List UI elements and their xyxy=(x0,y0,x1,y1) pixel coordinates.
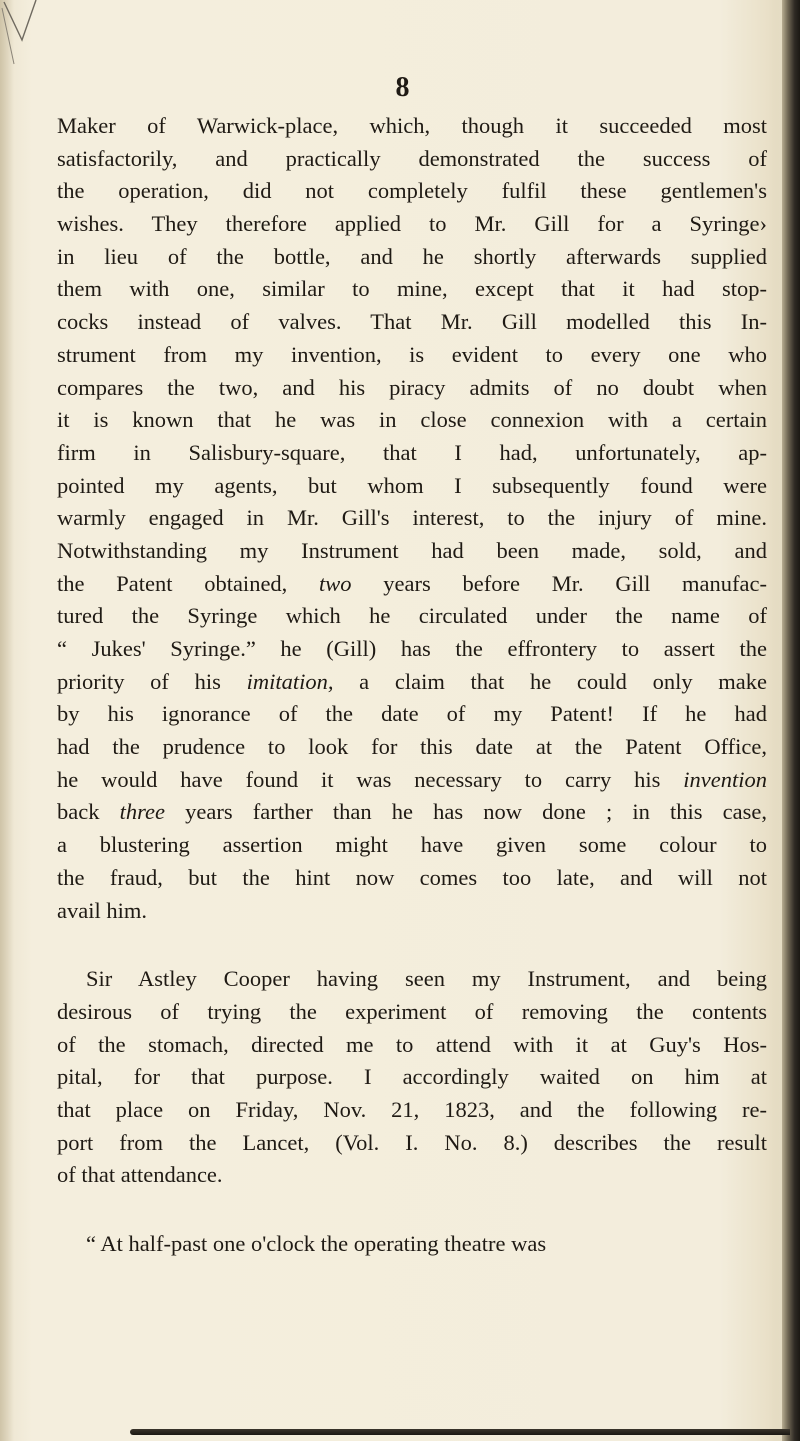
line-text: of that attendance. xyxy=(57,1162,223,1188)
line-text: Sir Astley Cooper having seen my Instrument, and being xyxy=(86,966,767,992)
text-line xyxy=(57,829,767,862)
text-line xyxy=(57,698,767,731)
left-margin-shadow xyxy=(0,0,14,1441)
line-text: pital, for that purpose. I accordingly waited on him at xyxy=(57,1064,767,1090)
text-line xyxy=(57,895,767,928)
line-text: of the stomach, directed me to attend with it at Guy's Hos- xyxy=(57,1031,767,1057)
line-text: a claim that he could only make xyxy=(333,668,767,694)
text-line xyxy=(57,1127,767,1160)
body-text xyxy=(57,110,767,1261)
line-text: avail him. xyxy=(57,897,147,923)
line-text: he would have found it was necessary to carry his xyxy=(57,766,684,792)
italic-emphasis: invention xyxy=(683,766,767,792)
text-line xyxy=(57,241,767,274)
line-text: the Patent obtained, xyxy=(57,570,320,596)
line-text: warmly engaged in Mr. Gill's interest, to the injury of mine. xyxy=(57,505,767,531)
book-spine-edge xyxy=(782,0,800,1441)
text-line xyxy=(57,339,767,372)
pencil-mark xyxy=(0,0,40,70)
text-line xyxy=(57,208,767,241)
line-text: compares the two, and his piracy admits of no doubt when xyxy=(57,374,767,400)
text-line xyxy=(57,1228,767,1261)
paragraph xyxy=(57,1228,767,1261)
italic-emphasis: imitation, xyxy=(246,668,334,694)
paragraph xyxy=(57,110,767,927)
text-line xyxy=(57,437,767,470)
text-line xyxy=(57,175,767,208)
line-text: “ At half-past one o'clock the operating theatre was xyxy=(86,1231,547,1256)
text-line xyxy=(57,502,767,535)
line-text: Maker of Warwick-place, which, though it succeeded most xyxy=(57,113,767,138)
text-line xyxy=(57,404,767,437)
line-text: priority of his xyxy=(57,668,247,694)
line-text: years farther than he has now done ; in this case, xyxy=(165,799,767,825)
line-text: pointed my agents, but whom I subsequently found were xyxy=(57,472,767,498)
text-line xyxy=(57,600,767,633)
text-line xyxy=(57,273,767,306)
line-text: desirous of trying the experiment of removing the contents xyxy=(57,998,767,1024)
text-line xyxy=(57,796,767,829)
text-line xyxy=(57,568,767,601)
line-text: firm in Salisbury-square, that I had, unfortunately, ap- xyxy=(57,439,767,465)
text-line xyxy=(57,633,767,666)
paragraph-gap xyxy=(57,1192,767,1228)
text-line xyxy=(57,731,767,764)
text-line xyxy=(57,666,767,699)
text-line xyxy=(57,1094,767,1127)
text-line xyxy=(57,110,767,143)
line-text: had the prudence to look for this date at the Patent Office, xyxy=(57,734,767,760)
italic-emphasis: three xyxy=(119,799,166,825)
italic-emphasis: two xyxy=(319,570,352,596)
text-line xyxy=(57,143,767,176)
line-text: in lieu of the bottle, and he shortly afterwards supplied xyxy=(57,243,767,269)
line-text: strument from my invention, is evident to every one who xyxy=(57,341,767,367)
paragraph-gap xyxy=(57,927,767,963)
line-text: that place on Friday, Nov. 21, 1823, and the following re- xyxy=(57,1096,767,1122)
line-text: by his ignorance of the date of my Patent! If he had xyxy=(57,701,767,727)
paragraph xyxy=(57,963,767,1192)
line-text: port from the Lancet, (Vol. I. No. 8.) describes the result xyxy=(57,1129,767,1155)
page-number: 8 xyxy=(395,72,411,103)
text-line xyxy=(57,862,767,895)
line-text: Notwithstanding my Instrument had been made, sold, and xyxy=(57,537,767,563)
line-text: tured the Syringe which he circulated under the name of xyxy=(57,603,767,629)
text-line xyxy=(57,1061,767,1094)
text-line xyxy=(57,963,767,996)
text-line xyxy=(57,306,767,339)
line-text: them with one, similar to mine, except that it had stop- xyxy=(57,276,767,302)
line-text: cocks instead of valves. That Mr. Gill modelled this In- xyxy=(57,309,767,335)
line-text: the fraud, but the hint now comes too late, and will not xyxy=(57,864,767,890)
text-line xyxy=(57,764,767,797)
text-line xyxy=(57,535,767,568)
text-line xyxy=(57,1159,767,1192)
line-text: a blustering assertion might have given some colour to xyxy=(57,832,767,858)
text-line xyxy=(57,470,767,503)
line-text: years before Mr. Gill manufac- xyxy=(351,570,768,596)
line-text: wishes. They therefore applied to Mr. Gill for a Syringe› xyxy=(57,211,767,237)
line-text: it is known that he was in close connexion with a certain xyxy=(57,407,767,433)
line-text: back xyxy=(57,799,120,825)
text-line xyxy=(57,996,767,1029)
text-line xyxy=(57,372,767,405)
text-line xyxy=(57,1029,767,1062)
line-text: satisfactorily, and practically demonstrated the success of xyxy=(57,145,767,171)
bottom-edge-shadow xyxy=(130,1429,790,1435)
line-text: “ Jukes' Syringe.” he (Gill) has the effrontery to assert the xyxy=(57,636,767,661)
line-text: the operation, did not completely fulfil these gentlemen's xyxy=(57,178,767,204)
